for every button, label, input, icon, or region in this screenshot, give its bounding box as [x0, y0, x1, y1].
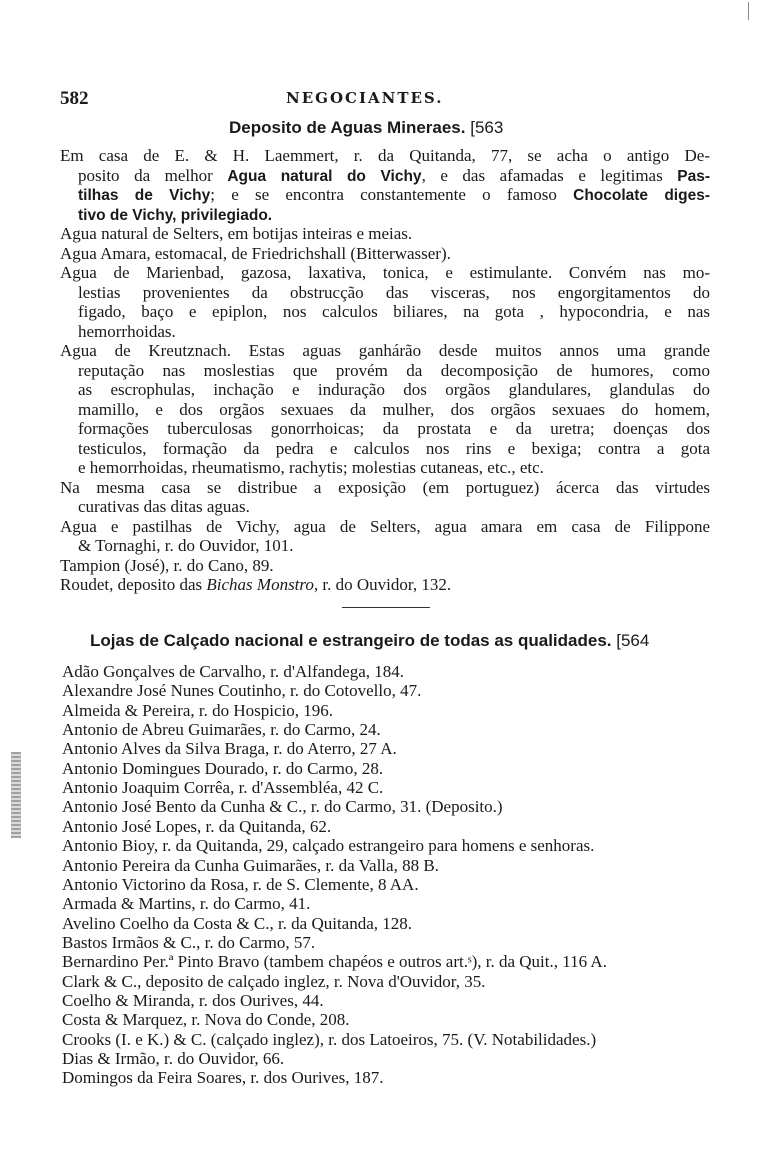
entry-line: Agua natural de Selters, em botijas inteiras e meias. [60, 224, 413, 243]
scan-mark [748, 2, 749, 20]
entry-line: Agua Amara, estomacal, de Friedrichshall (Bitterwasser). [60, 243, 451, 263]
entry-continuation-line: mamillo, e dos orgãos sexuaes da mulher, dos orgãos sexuaes do homem, [78, 399, 710, 419]
entry-continuation-line: testiculos, formação da pedra e calculos nos rins e bexiga; contra a gota [78, 438, 710, 458]
entry-continuation-line: figado, baço e epiplon, nos calculos biliares, na gota , hypocondria, e nas [78, 302, 710, 321]
entry-continuation-line: as escrophulas, inchação e induração dos orgãos glandulares, glandulas do [78, 380, 710, 399]
entry-continuation-line: curativas das ditas aguas. [78, 497, 250, 516]
section-title-text: Deposito de Aguas Mineraes. [229, 118, 466, 137]
bold-text: Agua natural do Vichy [227, 167, 422, 185]
entry-line: Antonio Joaquim Corrêa, r. d'Assembléa, 42 C. [62, 778, 384, 798]
entry-line: Antonio Alves da Silva Braga, r. do Aterro, 27 A. [62, 739, 397, 759]
entry-continuation-line: & Tornaghi, r. do Ouvidor, 101. [78, 536, 294, 555]
section-divider [342, 607, 430, 608]
entry-line: Agua de Kreutznach. Estas aguas ganhárão desde muitos annos uma grande [60, 341, 710, 360]
entry-line: Agua e pastilhas de Vichy, agua de Selters, agua amara em casa de Filippone [60, 516, 710, 536]
entry-line: Avelino Coelho da Costa & C., r. da Quitanda, 128. [62, 913, 413, 933]
entry-line: Bastos Irmãos & C., r. do Carmo, 57. [62, 932, 316, 952]
entry-line: Clark & C., deposito de calçado inglez, r. Nova d'Ouvidor, 35. [62, 971, 486, 991]
text: posito da melhor [78, 165, 228, 185]
entry-line: Antonio Domingues Dourado, r. do Carmo, 28. [62, 758, 384, 778]
entry-line: Antonio Bioy, r. da Quitanda, 29, calçado estrangeiro para homens e senhoras. [62, 836, 595, 856]
entry-line: Coelho & Miranda, r. dos Ourives, 44. [62, 990, 324, 1010]
text: , e das afamadas e legitimas [421, 165, 678, 185]
bold-text: tivo de Vichy, privilegiado. [78, 206, 273, 224]
entry-line [60, 575, 451, 594]
entry-line: Antonio de Abreu Guimarães, r. do Carmo, 24. [62, 720, 381, 740]
text: Roudet, deposito das [60, 575, 207, 594]
scan-smear [11, 752, 21, 838]
section-number: [564 [616, 631, 650, 650]
entry-line: Em casa de E. & H. Laemmert, r. da Quitanda, 77, se acha o antigo De- [60, 146, 710, 165]
text: , r. do Ouvidor, 132. [313, 575, 452, 594]
entry-line: Alexandre José Nunes Coutinho, r. do Cotovello, 47. [62, 681, 422, 701]
section-title-aguas [229, 118, 503, 138]
entry-continuation-line: formações tuberculosas gonorrhoicas; da prostata e da uretra; doenças dos [78, 419, 710, 438]
entry-line: Adão Gonçalves de Carvalho, r. d'Alfandega, 184. [62, 662, 405, 681]
entry-line: Domingos da Feira Soares, r. dos Ourives, 187. [62, 1068, 384, 1088]
entry-line: Dias & Irmão, r. do Ouvidor, 66. [62, 1049, 285, 1068]
entry-line: Antonio José Bento da Cunha & C., r. do Carmo, 31. (Deposito.) [62, 797, 503, 817]
section-title-calcado [90, 631, 649, 651]
entry-line: Antonio Victorino da Rosa, r. de S. Clemente, 8 AA. [62, 874, 419, 894]
page-number: 582 [60, 88, 89, 109]
entry-continuation-line [78, 185, 710, 204]
bold-text: Pas- [677, 167, 710, 185]
bold-text: tilhas de Vichy [78, 187, 211, 204]
entry-line: Costa & Marquez, r. Nova do Conde, 208. [62, 1010, 350, 1030]
bold-text: Chocolate diges- [573, 187, 710, 204]
entry-line: Antonio Pereira da Cunha Guimarães, r. da Valla, 88 B. [62, 855, 439, 875]
section-number: [563 [470, 118, 504, 137]
italic-text: Bichas Monstro [206, 575, 314, 594]
entry-line: Antonio José Lopes, r. da Quitanda, 62. [62, 816, 332, 836]
entry-continuation-line: lestias provenientes da obstrucção das visceras, nos engorgitamentos do [78, 282, 710, 302]
entry-continuation-line [78, 166, 710, 185]
entry-line: Crooks (I. e K.) & C. (calçado inglez), r. dos Latoeiros, 75. (V. Notabilidades.) [62, 1029, 597, 1049]
entry-continuation-line [78, 205, 272, 225]
entry-line: Almeida & Pereira, r. do Hospicio, 196. [62, 700, 334, 720]
entry-line: Armada & Martins, r. do Carmo, 41. [62, 894, 311, 914]
entry-continuation-line: reputação nas moslestias que provém da decomposição de humores, como [78, 360, 710, 380]
text: ; e se encontra constantemente o famoso [210, 185, 574, 204]
entry-continuation-line: e hemorrhoidas, rheumatismo, rachytis; molestias cutaneas, etc., etc. [78, 458, 544, 477]
entry-line: Bernardino Per.ª Pinto Bravo (tambem chapéos e outros art.ˢ), r. da Quit., 116 A. [62, 952, 607, 972]
section-title-text: Lojas de Calçado nacional e estrangeiro de todas as qualidades. [90, 631, 612, 650]
entry-continuation-line: hemorrhoidas. [78, 321, 176, 341]
entry-line: Tampion (José), r. do Cano, 89. [60, 555, 274, 575]
entry-line: Na mesma casa se distribue a exposição (em portuguez) ácerca das virtudes [60, 477, 710, 497]
entry-line: Agua de Marienbad, gazosa, laxativa, tonica, e estimulante. Convém nas mo- [60, 263, 710, 282]
running-title: NEGOCIANTES. [286, 89, 444, 107]
